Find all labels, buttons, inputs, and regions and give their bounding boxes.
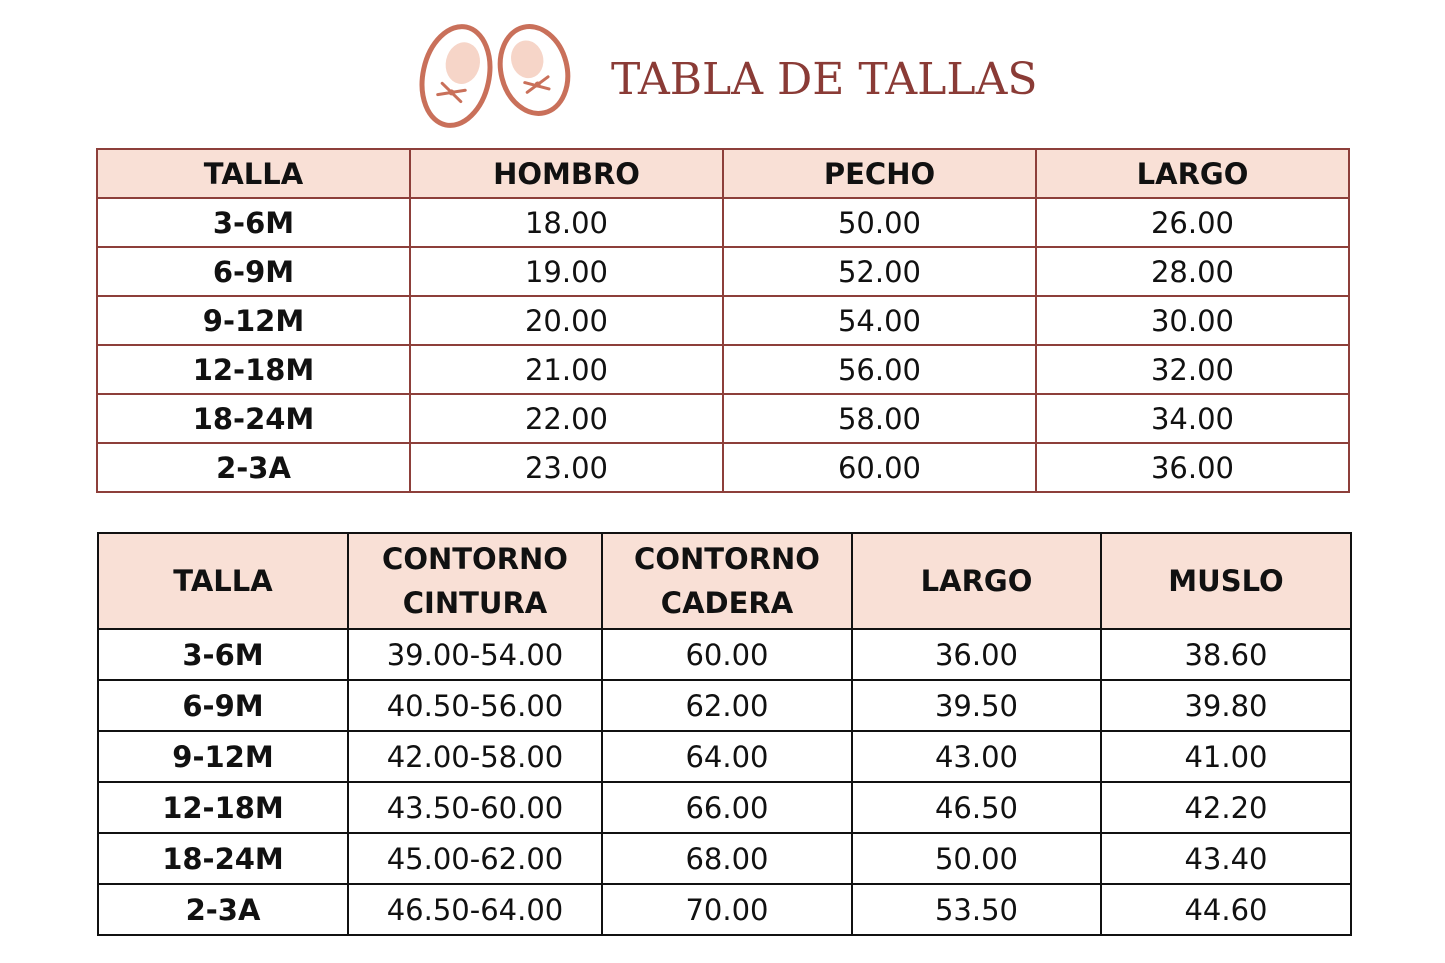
largo-cell: 53.50 <box>852 884 1101 935</box>
header-contorno-cintura <box>348 533 602 629</box>
hombro-cell: 18.00 <box>410 198 723 247</box>
header-contorno-cadera <box>602 533 852 629</box>
pecho-cell: 56.00 <box>723 345 1036 394</box>
size-cell: 2-3A <box>97 443 410 492</box>
hombro-cell: 23.00 <box>410 443 723 492</box>
header-muslo <box>1101 533 1351 629</box>
table-row <box>97 443 1349 492</box>
table-row <box>97 247 1349 296</box>
table-row <box>97 198 1349 247</box>
table-row <box>98 629 1351 680</box>
size-table-top <box>96 148 1350 493</box>
hombro-cell: 20.00 <box>410 296 723 345</box>
page-title: TABLA DE TALLAS <box>611 54 1038 105</box>
cintura-cell: 46.50-64.00 <box>348 884 602 935</box>
header-hombro: HOMBRO <box>410 149 723 198</box>
pecho-cell: 54.00 <box>723 296 1036 345</box>
size-table-bottom <box>97 532 1352 936</box>
header-pecho: PECHO <box>723 149 1036 198</box>
header-line-2: CADERA <box>660 586 794 620</box>
largo-cell: 26.00 <box>1036 198 1349 247</box>
table-header-row <box>98 533 1351 629</box>
cadera-cell: 60.00 <box>602 629 852 680</box>
cintura-cell: 43.50-60.00 <box>348 782 602 833</box>
cintura-cell: 45.00-62.00 <box>348 833 602 884</box>
page-header <box>0 0 1445 140</box>
cintura-cell: 40.50-56.00 <box>348 680 602 731</box>
size-cell: 3-6M <box>97 198 410 247</box>
table-header-row <box>97 149 1349 198</box>
largo-cell: 32.00 <box>1036 345 1349 394</box>
largo-cell: 50.00 <box>852 833 1101 884</box>
muslo-cell: 41.00 <box>1101 731 1351 782</box>
size-cell: 6-9M <box>98 680 348 731</box>
cintura-cell: 42.00-58.00 <box>348 731 602 782</box>
table-row <box>98 731 1351 782</box>
largo-cell: 43.00 <box>852 731 1101 782</box>
header-muslo-label: MUSLO <box>1168 564 1284 598</box>
hombro-cell: 22.00 <box>410 394 723 443</box>
largo-cell: 36.00 <box>1036 443 1349 492</box>
largo-cell: 28.00 <box>1036 247 1349 296</box>
size-cell: 9-12M <box>97 296 410 345</box>
header-line-1: CONTORNO <box>382 542 568 576</box>
cintura-cell: 39.00-54.00 <box>348 629 602 680</box>
size-cell: 18-24M <box>98 833 348 884</box>
pecho-cell: 50.00 <box>723 198 1036 247</box>
table-row <box>97 345 1349 394</box>
pecho-cell: 60.00 <box>723 443 1036 492</box>
size-cell: 12-18M <box>97 345 410 394</box>
size-cell: 9-12M <box>98 731 348 782</box>
cadera-cell: 62.00 <box>602 680 852 731</box>
largo-cell: 46.50 <box>852 782 1101 833</box>
header-largo: LARGO <box>1036 149 1349 198</box>
hombro-cell: 19.00 <box>410 247 723 296</box>
table-row <box>98 884 1351 935</box>
cadera-cell: 68.00 <box>602 833 852 884</box>
pecho-cell: 52.00 <box>723 247 1036 296</box>
header-talla: TALLA <box>97 149 410 198</box>
table-row <box>97 296 1349 345</box>
table-row <box>98 833 1351 884</box>
header-line-2: CINTURA <box>402 586 548 620</box>
header-talla-label: TALLA <box>173 564 273 598</box>
hombro-cell: 21.00 <box>410 345 723 394</box>
largo-cell: 30.00 <box>1036 296 1349 345</box>
table-row <box>97 394 1349 443</box>
pecho-cell: 58.00 <box>723 394 1036 443</box>
header-largo <box>852 533 1101 629</box>
size-cell: 2-3A <box>98 884 348 935</box>
size-cell: 6-9M <box>97 247 410 296</box>
cadera-cell: 70.00 <box>602 884 852 935</box>
size-cell: 12-18M <box>98 782 348 833</box>
largo-cell: 36.00 <box>852 629 1101 680</box>
largo-cell: 34.00 <box>1036 394 1349 443</box>
baby-shoes-icon <box>416 24 576 138</box>
muslo-cell: 43.40 <box>1101 833 1351 884</box>
header-largo-label: LARGO <box>920 564 1033 598</box>
size-cell: 18-24M <box>97 394 410 443</box>
cadera-cell: 64.00 <box>602 731 852 782</box>
muslo-cell: 44.60 <box>1101 884 1351 935</box>
muslo-cell: 38.60 <box>1101 629 1351 680</box>
largo-cell: 39.50 <box>852 680 1101 731</box>
header-talla <box>98 533 348 629</box>
size-cell: 3-6M <box>98 629 348 680</box>
table-row <box>98 782 1351 833</box>
header-line-1: CONTORNO <box>634 542 820 576</box>
muslo-cell: 39.80 <box>1101 680 1351 731</box>
muslo-cell: 42.20 <box>1101 782 1351 833</box>
table-row <box>98 680 1351 731</box>
cadera-cell: 66.00 <box>602 782 852 833</box>
